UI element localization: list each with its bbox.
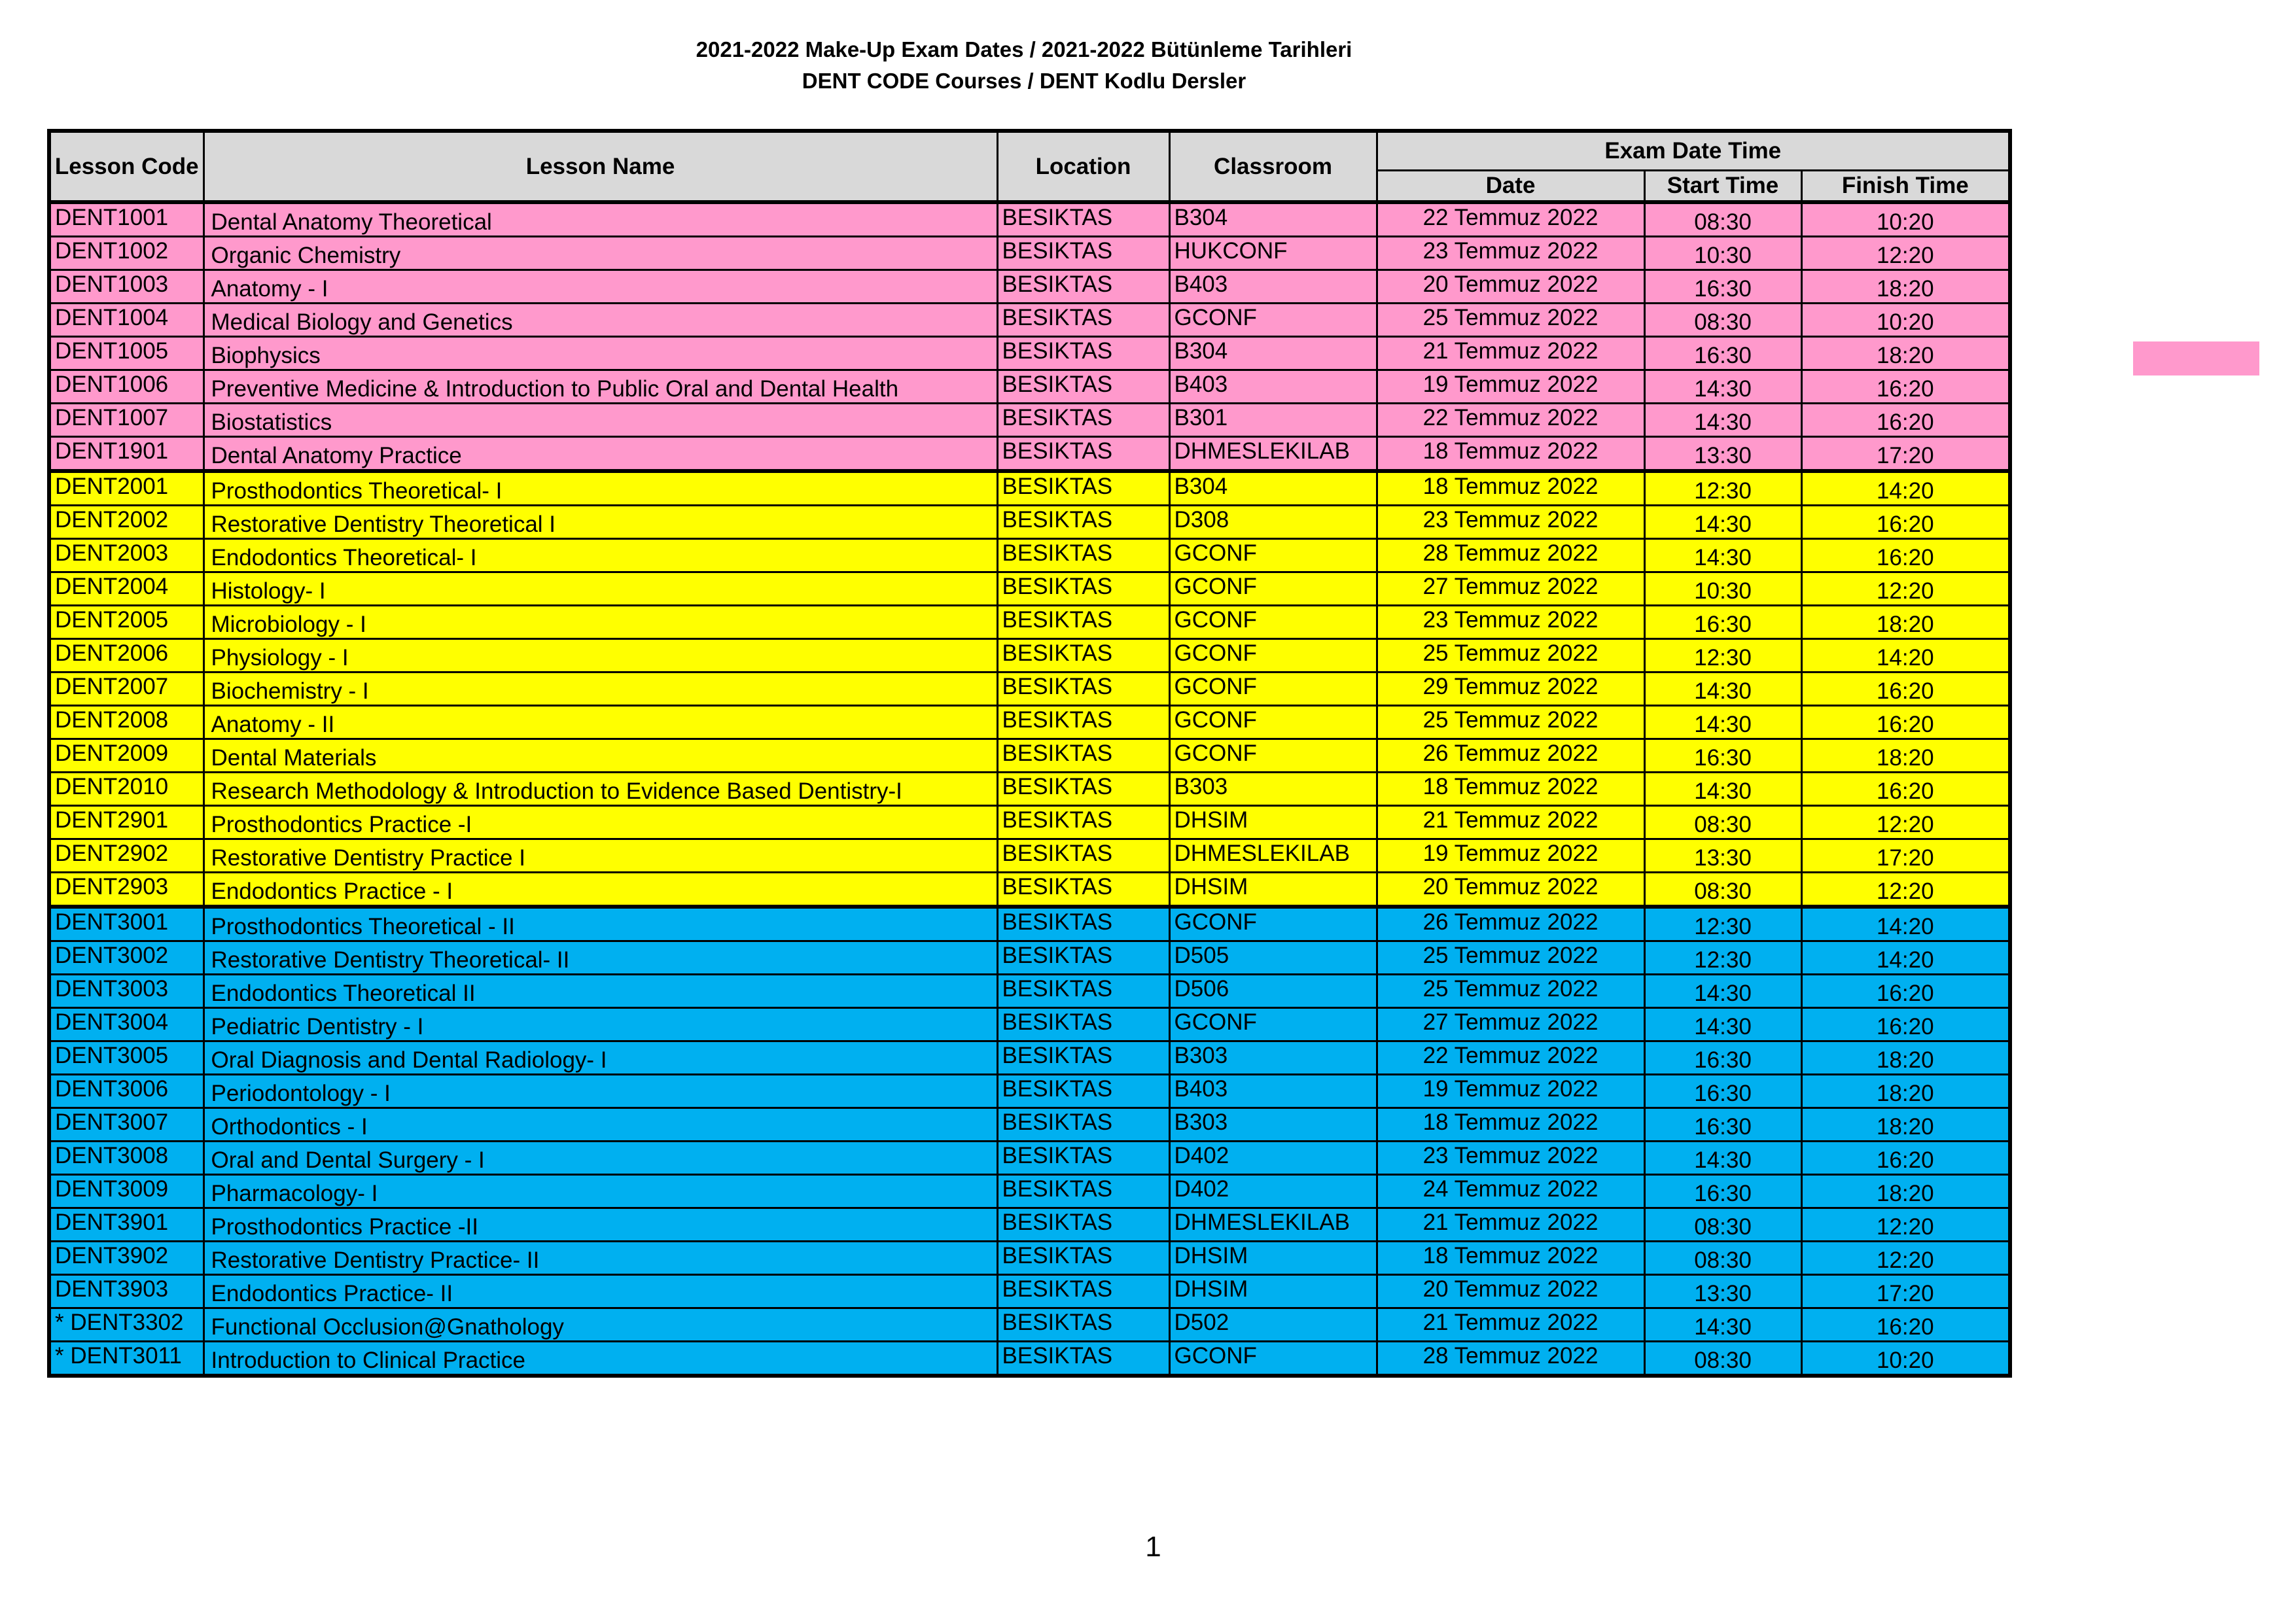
cell-lesson-code: DENT3005 bbox=[49, 1041, 203, 1075]
cell-classroom: B403 bbox=[1169, 370, 1377, 404]
cell-lesson-code: DENT3001 bbox=[49, 907, 203, 941]
cell-finish-time: 18:20 bbox=[1801, 1075, 2010, 1108]
cell-classroom: HUKCONF bbox=[1169, 237, 1377, 270]
cell-lesson-code: DENT1005 bbox=[49, 337, 203, 370]
cell-date: 24 Temmuz 2022 bbox=[1377, 1175, 1644, 1208]
cell-date: 23 Temmuz 2022 bbox=[1377, 606, 1644, 639]
page-number: 1 bbox=[1145, 1531, 1161, 1563]
cell-finish-time: 10:20 bbox=[1801, 304, 2010, 337]
header-location: Location bbox=[997, 131, 1169, 202]
cell-date: 28 Temmuz 2022 bbox=[1377, 1342, 1644, 1376]
table-row bbox=[49, 1041, 2010, 1075]
cell-finish-time: 12:20 bbox=[1801, 806, 2010, 839]
header-lesson-code: Lesson Code bbox=[49, 131, 203, 202]
cell-finish-time: 16:20 bbox=[1801, 404, 2010, 437]
cell-location: BESIKTAS bbox=[997, 304, 1169, 337]
cell-lesson-name: Functional Occlusion@Gnathology bbox=[203, 1308, 997, 1342]
cell-date: 27 Temmuz 2022 bbox=[1377, 572, 1644, 606]
cell-start-time: 12:30 bbox=[1644, 471, 1801, 506]
cell-lesson-name: Prosthodontics Theoretical- I bbox=[203, 471, 997, 506]
table-row bbox=[49, 404, 2010, 437]
cell-start-time: 14:30 bbox=[1644, 706, 1801, 739]
cell-finish-time: 16:20 bbox=[1801, 706, 2010, 739]
cell-classroom: DHSIM bbox=[1169, 806, 1377, 839]
cell-finish-time: 17:20 bbox=[1801, 839, 2010, 873]
cell-finish-time: 16:20 bbox=[1801, 539, 2010, 572]
cell-lesson-code: DENT1006 bbox=[49, 370, 203, 404]
cell-classroom: D402 bbox=[1169, 1175, 1377, 1208]
cell-start-time: 14:30 bbox=[1644, 672, 1801, 706]
header-start-time: Start Time bbox=[1644, 171, 1801, 203]
cell-date: 28 Temmuz 2022 bbox=[1377, 539, 1644, 572]
cell-lesson-code: DENT3002 bbox=[49, 941, 203, 975]
table-row bbox=[49, 1308, 2010, 1342]
cell-date: 22 Temmuz 2022 bbox=[1377, 1041, 1644, 1075]
table-row bbox=[49, 506, 2010, 539]
cell-date: 19 Temmuz 2022 bbox=[1377, 839, 1644, 873]
cell-date: 18 Temmuz 2022 bbox=[1377, 437, 1644, 472]
cell-date: 18 Temmuz 2022 bbox=[1377, 773, 1644, 806]
cell-lesson-name: Introduction to Clinical Practice bbox=[203, 1342, 997, 1376]
cell-date: 26 Temmuz 2022 bbox=[1377, 739, 1644, 773]
cell-classroom: D506 bbox=[1169, 975, 1377, 1008]
cell-start-time: 14:30 bbox=[1644, 370, 1801, 404]
table-row bbox=[49, 1275, 2010, 1308]
cell-lesson-code: DENT2009 bbox=[49, 739, 203, 773]
table-row bbox=[49, 1075, 2010, 1108]
cell-classroom: B303 bbox=[1169, 1108, 1377, 1142]
cell-date: 21 Temmuz 2022 bbox=[1377, 337, 1644, 370]
cell-lesson-name: Biochemistry - I bbox=[203, 672, 997, 706]
cell-location: BESIKTAS bbox=[997, 672, 1169, 706]
cell-lesson-name: Endodontics Theoretical II bbox=[203, 975, 997, 1008]
cell-lesson-name: Oral Diagnosis and Dental Radiology- I bbox=[203, 1041, 997, 1075]
cell-finish-time: 16:20 bbox=[1801, 975, 2010, 1008]
cell-location: BESIKTAS bbox=[997, 1275, 1169, 1308]
cell-location: BESIKTAS bbox=[997, 1008, 1169, 1041]
cell-lesson-code: DENT1004 bbox=[49, 304, 203, 337]
cell-lesson-code: DENT3006 bbox=[49, 1075, 203, 1108]
cell-start-time: 12:30 bbox=[1644, 639, 1801, 672]
cell-start-time: 14:30 bbox=[1644, 404, 1801, 437]
cell-classroom: DHSIM bbox=[1169, 873, 1377, 907]
cell-start-time: 08:30 bbox=[1644, 1342, 1801, 1376]
cell-start-time: 14:30 bbox=[1644, 1008, 1801, 1041]
cell-location: BESIKTAS bbox=[997, 1041, 1169, 1075]
cell-finish-time: 12:20 bbox=[1801, 1208, 2010, 1242]
pink-color-swatch bbox=[2133, 341, 2259, 375]
cell-date: 25 Temmuz 2022 bbox=[1377, 941, 1644, 975]
cell-finish-time: 18:20 bbox=[1801, 1175, 2010, 1208]
cell-location: BESIKTAS bbox=[997, 1075, 1169, 1108]
cell-date: 23 Temmuz 2022 bbox=[1377, 237, 1644, 270]
cell-lesson-name: Oral and Dental Surgery - I bbox=[203, 1142, 997, 1175]
cell-lesson-code: DENT2901 bbox=[49, 806, 203, 839]
table-body bbox=[49, 202, 2010, 1376]
cell-lesson-code: DENT1007 bbox=[49, 404, 203, 437]
cell-lesson-name: Pharmacology- I bbox=[203, 1175, 997, 1208]
cell-lesson-name: Biostatistics bbox=[203, 404, 997, 437]
cell-location: BESIKTAS bbox=[997, 1308, 1169, 1342]
cell-location: BESIKTAS bbox=[997, 1208, 1169, 1242]
cell-classroom: GCONF bbox=[1169, 739, 1377, 773]
cell-classroom: B304 bbox=[1169, 337, 1377, 370]
header-exam-date-time: Exam Date Time bbox=[1377, 131, 2010, 171]
cell-date: 21 Temmuz 2022 bbox=[1377, 1208, 1644, 1242]
cell-classroom: DHMESLEKILAB bbox=[1169, 1208, 1377, 1242]
cell-lesson-name: Restorative Dentistry Practice- II bbox=[203, 1242, 997, 1275]
header-finish-time: Finish Time bbox=[1801, 171, 2010, 203]
cell-lesson-code: DENT2006 bbox=[49, 639, 203, 672]
cell-classroom: GCONF bbox=[1169, 539, 1377, 572]
cell-lesson-name: Organic Chemistry bbox=[203, 237, 997, 270]
table-row bbox=[49, 572, 2010, 606]
cell-lesson-code: DENT2003 bbox=[49, 539, 203, 572]
cell-lesson-name: Dental Materials bbox=[203, 739, 997, 773]
cell-date: 19 Temmuz 2022 bbox=[1377, 370, 1644, 404]
cell-date: 23 Temmuz 2022 bbox=[1377, 506, 1644, 539]
table-row bbox=[49, 337, 2010, 370]
cell-location: BESIKTAS bbox=[997, 1242, 1169, 1275]
table-row bbox=[49, 539, 2010, 572]
cell-lesson-name: Biophysics bbox=[203, 337, 997, 370]
cell-lesson-name: Physiology - I bbox=[203, 639, 997, 672]
cell-location: BESIKTAS bbox=[997, 572, 1169, 606]
cell-finish-time: 17:20 bbox=[1801, 437, 2010, 472]
cell-lesson-name: Orthodontics - I bbox=[203, 1108, 997, 1142]
cell-location: BESIKTAS bbox=[997, 1108, 1169, 1142]
cell-lesson-name: Endodontics Theoretical- I bbox=[203, 539, 997, 572]
cell-finish-time: 14:20 bbox=[1801, 639, 2010, 672]
cell-classroom: GCONF bbox=[1169, 672, 1377, 706]
cell-start-time: 08:30 bbox=[1644, 806, 1801, 839]
cell-location: BESIKTAS bbox=[997, 706, 1169, 739]
table-row bbox=[49, 1208, 2010, 1242]
cell-date: 19 Temmuz 2022 bbox=[1377, 1075, 1644, 1108]
table-row bbox=[49, 1242, 2010, 1275]
cell-date: 18 Temmuz 2022 bbox=[1377, 1108, 1644, 1142]
table-row bbox=[49, 606, 2010, 639]
cell-date: 22 Temmuz 2022 bbox=[1377, 404, 1644, 437]
cell-location: BESIKTAS bbox=[997, 404, 1169, 437]
cell-classroom: B403 bbox=[1169, 1075, 1377, 1108]
cell-classroom: DHSIM bbox=[1169, 1275, 1377, 1308]
cell-lesson-code: * DENT3011 bbox=[49, 1342, 203, 1376]
table-row bbox=[49, 941, 2010, 975]
header-date: Date bbox=[1377, 171, 1644, 203]
cell-finish-time: 12:20 bbox=[1801, 873, 2010, 907]
cell-lesson-name: Preventive Medicine & Introduction to Public Oral and Dental Health bbox=[203, 370, 997, 404]
cell-lesson-code: DENT2002 bbox=[49, 506, 203, 539]
cell-lesson-code: DENT2008 bbox=[49, 706, 203, 739]
cell-location: BESIKTAS bbox=[997, 907, 1169, 941]
cell-lesson-name: Restorative Dentistry Practice I bbox=[203, 839, 997, 873]
cell-classroom: B304 bbox=[1169, 202, 1377, 237]
table-row bbox=[49, 270, 2010, 304]
cell-start-time: 10:30 bbox=[1644, 237, 1801, 270]
cell-start-time: 08:30 bbox=[1644, 304, 1801, 337]
cell-classroom: D308 bbox=[1169, 506, 1377, 539]
cell-lesson-code: DENT2902 bbox=[49, 839, 203, 873]
cell-date: 27 Temmuz 2022 bbox=[1377, 1008, 1644, 1041]
cell-finish-time: 16:20 bbox=[1801, 506, 2010, 539]
cell-lesson-code: * DENT3302 bbox=[49, 1308, 203, 1342]
table-row bbox=[49, 639, 2010, 672]
cell-finish-time: 12:20 bbox=[1801, 237, 2010, 270]
cell-lesson-name: Prosthodontics Practice -I bbox=[203, 806, 997, 839]
table-row bbox=[49, 1008, 2010, 1041]
cell-lesson-name: Endodontics Practice- II bbox=[203, 1275, 997, 1308]
cell-date: 25 Temmuz 2022 bbox=[1377, 706, 1644, 739]
cell-lesson-code: DENT2004 bbox=[49, 572, 203, 606]
table-row bbox=[49, 1175, 2010, 1208]
cell-lesson-name: Periodontology - I bbox=[203, 1075, 997, 1108]
cell-lesson-code: DENT2010 bbox=[49, 773, 203, 806]
cell-classroom: B303 bbox=[1169, 773, 1377, 806]
cell-start-time: 12:30 bbox=[1644, 907, 1801, 941]
cell-finish-time: 16:20 bbox=[1801, 1142, 2010, 1175]
cell-location: BESIKTAS bbox=[997, 1342, 1169, 1376]
cell-location: BESIKTAS bbox=[997, 237, 1169, 270]
cell-location: BESIKTAS bbox=[997, 975, 1169, 1008]
cell-lesson-code: DENT3009 bbox=[49, 1175, 203, 1208]
cell-location: BESIKTAS bbox=[997, 1175, 1169, 1208]
cell-finish-time: 14:20 bbox=[1801, 941, 2010, 975]
table-row bbox=[49, 975, 2010, 1008]
cell-start-time: 14:30 bbox=[1644, 506, 1801, 539]
cell-date: 20 Temmuz 2022 bbox=[1377, 873, 1644, 907]
cell-finish-time: 16:20 bbox=[1801, 1308, 2010, 1342]
cell-start-time: 16:30 bbox=[1644, 606, 1801, 639]
cell-classroom: B403 bbox=[1169, 270, 1377, 304]
cell-lesson-code: DENT1003 bbox=[49, 270, 203, 304]
cell-finish-time: 10:20 bbox=[1801, 1342, 2010, 1376]
cell-location: BESIKTAS bbox=[997, 370, 1169, 404]
table-row bbox=[49, 1342, 2010, 1376]
cell-start-time: 16:30 bbox=[1644, 1108, 1801, 1142]
cell-finish-time: 18:20 bbox=[1801, 1108, 2010, 1142]
table-row bbox=[49, 202, 2010, 237]
cell-start-time: 08:30 bbox=[1644, 1242, 1801, 1275]
cell-lesson-code: DENT1002 bbox=[49, 237, 203, 270]
cell-classroom: B301 bbox=[1169, 404, 1377, 437]
cell-classroom: GCONF bbox=[1169, 606, 1377, 639]
cell-start-time: 13:30 bbox=[1644, 437, 1801, 472]
cell-start-time: 14:30 bbox=[1644, 1308, 1801, 1342]
cell-finish-time: 18:20 bbox=[1801, 337, 2010, 370]
cell-location: BESIKTAS bbox=[997, 337, 1169, 370]
cell-date: 25 Temmuz 2022 bbox=[1377, 975, 1644, 1008]
cell-location: BESIKTAS bbox=[997, 270, 1169, 304]
cell-classroom: GCONF bbox=[1169, 304, 1377, 337]
cell-lesson-code: DENT3901 bbox=[49, 1208, 203, 1242]
cell-start-time: 16:30 bbox=[1644, 270, 1801, 304]
cell-date: 25 Temmuz 2022 bbox=[1377, 639, 1644, 672]
cell-finish-time: 16:20 bbox=[1801, 370, 2010, 404]
cell-classroom: GCONF bbox=[1169, 907, 1377, 941]
cell-lesson-name: Histology- I bbox=[203, 572, 997, 606]
table-row bbox=[49, 370, 2010, 404]
table-row bbox=[49, 672, 2010, 706]
cell-classroom: D505 bbox=[1169, 941, 1377, 975]
cell-location: BESIKTAS bbox=[997, 639, 1169, 672]
cell-lesson-code: DENT1901 bbox=[49, 437, 203, 472]
cell-classroom: DHMESLEKILAB bbox=[1169, 437, 1377, 472]
cell-finish-time: 16:20 bbox=[1801, 672, 2010, 706]
cell-date: 18 Temmuz 2022 bbox=[1377, 471, 1644, 506]
cell-start-time: 13:30 bbox=[1644, 839, 1801, 873]
cell-start-time: 16:30 bbox=[1644, 1175, 1801, 1208]
cell-date: 22 Temmuz 2022 bbox=[1377, 202, 1644, 237]
cell-lesson-name: Endodontics Practice - I bbox=[203, 873, 997, 907]
cell-start-time: 16:30 bbox=[1644, 337, 1801, 370]
cell-classroom: GCONF bbox=[1169, 572, 1377, 606]
cell-finish-time: 10:20 bbox=[1801, 202, 2010, 237]
cell-start-time: 14:30 bbox=[1644, 975, 1801, 1008]
cell-location: BESIKTAS bbox=[997, 437, 1169, 472]
document-title: 2021-2022 Make-Up Exam Dates / 2021-2022 Bütünleme Tarihleri bbox=[696, 37, 1352, 61]
cell-location: BESIKTAS bbox=[997, 773, 1169, 806]
cell-date: 29 Temmuz 2022 bbox=[1377, 672, 1644, 706]
cell-start-time: 08:30 bbox=[1644, 1208, 1801, 1242]
cell-finish-time: 14:20 bbox=[1801, 471, 2010, 506]
cell-start-time: 13:30 bbox=[1644, 1275, 1801, 1308]
cell-lesson-code: DENT2903 bbox=[49, 873, 203, 907]
cell-lesson-name: Anatomy - I bbox=[203, 270, 997, 304]
cell-location: BESIKTAS bbox=[997, 202, 1169, 237]
cell-date: 21 Temmuz 2022 bbox=[1377, 1308, 1644, 1342]
cell-start-time: 10:30 bbox=[1644, 572, 1801, 606]
cell-lesson-code: DENT2007 bbox=[49, 672, 203, 706]
cell-location: BESIKTAS bbox=[997, 873, 1169, 907]
cell-lesson-code: DENT3008 bbox=[49, 1142, 203, 1175]
table-row bbox=[49, 907, 2010, 941]
cell-location: BESIKTAS bbox=[997, 739, 1169, 773]
table-row bbox=[49, 806, 2010, 839]
table-row bbox=[49, 1142, 2010, 1175]
cell-lesson-code: DENT2005 bbox=[49, 606, 203, 639]
cell-lesson-code: DENT2001 bbox=[49, 471, 203, 506]
cell-date: 20 Temmuz 2022 bbox=[1377, 1275, 1644, 1308]
cell-date: 26 Temmuz 2022 bbox=[1377, 907, 1644, 941]
cell-date: 25 Temmuz 2022 bbox=[1377, 304, 1644, 337]
cell-classroom: D502 bbox=[1169, 1308, 1377, 1342]
cell-lesson-name: Microbiology - I bbox=[203, 606, 997, 639]
document-subtitle: DENT CODE Courses / DENT Kodlu Dersler bbox=[802, 69, 1246, 93]
cell-finish-time: 17:20 bbox=[1801, 1275, 2010, 1308]
table-row bbox=[49, 839, 2010, 873]
cell-lesson-code: DENT1001 bbox=[49, 202, 203, 237]
cell-classroom: B303 bbox=[1169, 1041, 1377, 1075]
header-lesson-name: Lesson Name bbox=[203, 131, 997, 202]
cell-finish-time: 18:20 bbox=[1801, 739, 2010, 773]
table-row bbox=[49, 471, 2010, 506]
cell-lesson-code: DENT3902 bbox=[49, 1242, 203, 1275]
cell-lesson-name: Dental Anatomy Practice bbox=[203, 437, 997, 472]
cell-lesson-name: Prosthodontics Practice -II bbox=[203, 1208, 997, 1242]
cell-classroom: GCONF bbox=[1169, 1342, 1377, 1376]
cell-lesson-name: Anatomy - II bbox=[203, 706, 997, 739]
table-row bbox=[49, 437, 2010, 472]
cell-lesson-name: Pediatric Dentistry - I bbox=[203, 1008, 997, 1041]
cell-date: 21 Temmuz 2022 bbox=[1377, 806, 1644, 839]
cell-location: BESIKTAS bbox=[997, 1142, 1169, 1175]
cell-start-time: 14:30 bbox=[1644, 539, 1801, 572]
table-row bbox=[49, 873, 2010, 907]
cell-location: BESIKTAS bbox=[997, 471, 1169, 506]
cell-location: BESIKTAS bbox=[997, 539, 1169, 572]
cell-location: BESIKTAS bbox=[997, 606, 1169, 639]
cell-lesson-name: Prosthodontics Theoretical - II bbox=[203, 907, 997, 941]
cell-date: 23 Temmuz 2022 bbox=[1377, 1142, 1644, 1175]
cell-finish-time: 16:20 bbox=[1801, 773, 2010, 806]
header-classroom: Classroom bbox=[1169, 131, 1377, 202]
cell-start-time: 16:30 bbox=[1644, 1041, 1801, 1075]
cell-start-time: 08:30 bbox=[1644, 873, 1801, 907]
cell-lesson-code: DENT3003 bbox=[49, 975, 203, 1008]
cell-lesson-code: DENT3903 bbox=[49, 1275, 203, 1308]
cell-classroom: B304 bbox=[1169, 471, 1377, 506]
cell-lesson-name: Research Methodology & Introduction to Evidence Based Dentistry-I bbox=[203, 773, 997, 806]
cell-start-time: 08:30 bbox=[1644, 202, 1801, 237]
cell-lesson-name: Dental Anatomy Theoretical bbox=[203, 202, 997, 237]
cell-classroom: DHMESLEKILAB bbox=[1169, 839, 1377, 873]
cell-location: BESIKTAS bbox=[997, 806, 1169, 839]
cell-lesson-name: Restorative Dentistry Theoretical I bbox=[203, 506, 997, 539]
cell-classroom: GCONF bbox=[1169, 706, 1377, 739]
table-row bbox=[49, 1108, 2010, 1142]
cell-finish-time: 12:20 bbox=[1801, 572, 2010, 606]
cell-lesson-name: Restorative Dentistry Theoretical- II bbox=[203, 941, 997, 975]
cell-lesson-code: DENT3007 bbox=[49, 1108, 203, 1142]
cell-finish-time: 18:20 bbox=[1801, 606, 2010, 639]
cell-classroom: DHSIM bbox=[1169, 1242, 1377, 1275]
cell-date: 20 Temmuz 2022 bbox=[1377, 270, 1644, 304]
cell-classroom: GCONF bbox=[1169, 639, 1377, 672]
exam-schedule-table bbox=[47, 129, 2012, 1378]
table-row bbox=[49, 739, 2010, 773]
table-row bbox=[49, 773, 2010, 806]
cell-start-time: 16:30 bbox=[1644, 1075, 1801, 1108]
table-row bbox=[49, 304, 2010, 337]
cell-location: BESIKTAS bbox=[997, 839, 1169, 873]
cell-finish-time: 18:20 bbox=[1801, 270, 2010, 304]
cell-finish-time: 14:20 bbox=[1801, 907, 2010, 941]
cell-finish-time: 18:20 bbox=[1801, 1041, 2010, 1075]
cell-lesson-code: DENT3004 bbox=[49, 1008, 203, 1041]
cell-start-time: 14:30 bbox=[1644, 1142, 1801, 1175]
cell-start-time: 12:30 bbox=[1644, 941, 1801, 975]
cell-lesson-name: Medical Biology and Genetics bbox=[203, 304, 997, 337]
cell-classroom: GCONF bbox=[1169, 1008, 1377, 1041]
cell-location: BESIKTAS bbox=[997, 941, 1169, 975]
table-row bbox=[49, 237, 2010, 270]
cell-classroom: D402 bbox=[1169, 1142, 1377, 1175]
cell-start-time: 16:30 bbox=[1644, 739, 1801, 773]
cell-finish-time: 12:20 bbox=[1801, 1242, 2010, 1275]
table-row bbox=[49, 706, 2010, 739]
cell-date: 18 Temmuz 2022 bbox=[1377, 1242, 1644, 1275]
cell-start-time: 14:30 bbox=[1644, 773, 1801, 806]
cell-location: BESIKTAS bbox=[997, 506, 1169, 539]
cell-finish-time: 16:20 bbox=[1801, 1008, 2010, 1041]
